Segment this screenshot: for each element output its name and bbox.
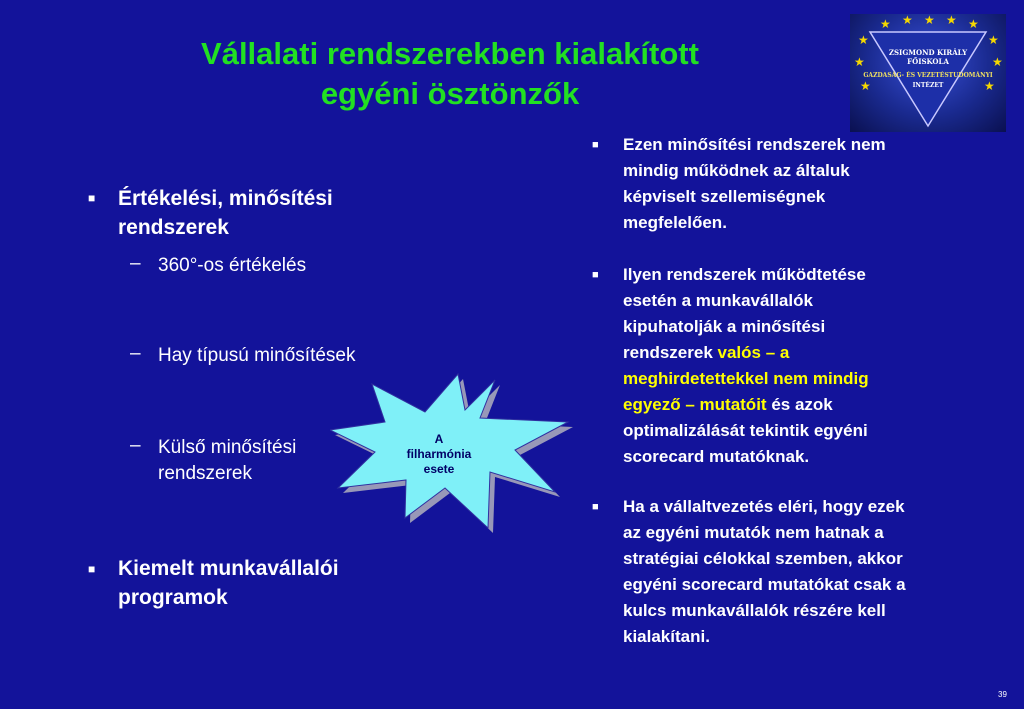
bullet-square-icon: ■ [88, 191, 96, 205]
list-item-ratings-line-2: rendszerek [118, 216, 229, 239]
text-span: rendszerek [623, 343, 718, 362]
svg-text:★: ★ [984, 79, 995, 93]
callout-text-line-2: filharmónia [406, 447, 472, 461]
svg-text:★: ★ [880, 17, 891, 31]
paragraph-line: scorecard mutatóknak. [623, 447, 810, 466]
slide-title-line-2: egyéni ösztönzők [320, 76, 580, 111]
paragraph-line: egyéni scorecard mutatókat csak a [623, 575, 906, 594]
sub-item-external-line-2: rendszerek [158, 463, 252, 484]
dash-icon: – [130, 253, 141, 274]
dash-icon: – [130, 435, 141, 456]
highlighted-text: meghirdetettekkel nem mindig [623, 369, 869, 388]
text-span: és azok [766, 395, 833, 414]
svg-text:★: ★ [968, 17, 979, 31]
callout-text-line-3: esete [423, 462, 455, 476]
logo-text-3: GAZDASÁG- ÉS VEZETÉSTUDOMÁNYI [863, 72, 993, 79]
highlighted-text: egyező – mutatóit [623, 395, 767, 414]
paragraph-line: mindig működnek az általuk [623, 161, 850, 180]
bullet-square-icon: ■ [592, 269, 599, 281]
sub-item-external-line-1: Külső minősítési [158, 437, 297, 458]
svg-text:★: ★ [924, 14, 935, 27]
paragraph-line: Ilyen rendszerek működtetése [623, 265, 866, 284]
callout-text-line-1: A [434, 432, 444, 446]
svg-text:★: ★ [988, 33, 999, 47]
slide-title [100, 34, 800, 114]
paragraph-employees-optimize [623, 262, 973, 470]
dash-icon: – [130, 343, 141, 364]
list-item-ratings [118, 184, 333, 242]
paragraph-line: esetén a munkavállalók [623, 291, 813, 310]
list-item-key-employees-line-2: programok [118, 586, 228, 609]
svg-text:★: ★ [858, 33, 869, 47]
svg-text:★: ★ [902, 14, 913, 27]
paragraph-management [623, 494, 973, 650]
paragraph-not-working [623, 132, 973, 236]
paragraph-line: kulcs munkavállalók részére kell [623, 601, 886, 620]
bullet-square-icon: ■ [592, 501, 599, 513]
paragraph-line: kialakítani. [623, 627, 710, 646]
paragraph-line [623, 340, 973, 366]
svg-text:★: ★ [946, 14, 957, 27]
logo-text-2: FŐISKOLA [907, 57, 949, 66]
list-item-ratings-line-1: Értékelési, minősítési [118, 187, 333, 210]
callout-text [392, 432, 486, 477]
paragraph-line: az egyéni mutatók nem hatnak a [623, 523, 884, 542]
bullet-square-icon: ■ [88, 562, 96, 576]
paragraph-line: stratégiai célokkal szemben, akkor [623, 549, 903, 568]
paragraph-line: Ha a vállaltvezetés eléri, hogy ezek [623, 497, 905, 516]
highlighted-text: valós – a [717, 343, 790, 362]
sub-item-360: 360°-os értékelés [158, 255, 307, 276]
page-number: 39 [998, 690, 1007, 699]
svg-text:★: ★ [860, 79, 871, 93]
sub-item-hay: Hay típusú minősítések [158, 345, 356, 366]
paragraph-line [623, 392, 973, 418]
svg-text:★: ★ [854, 55, 865, 69]
list-item-key-employees-line-1: Kiemelt munkavállalói [118, 557, 339, 580]
paragraph-line: kipuhatolják a minősítési [623, 317, 826, 336]
sub-item-external [158, 435, 296, 487]
slide-title-line-1: Vállalati rendszerekben kialakított [201, 36, 699, 71]
logo-text-1: ZSIGMOND KIRÁLY [888, 48, 968, 57]
paragraph-line: képviselt szellemiségnek [623, 187, 826, 206]
bullet-square-icon: ■ [592, 139, 599, 151]
svg-text:★: ★ [992, 55, 1003, 69]
paragraph-line: optimalizálását tekintik egyéni [623, 421, 868, 440]
paragraph-line: Ezen minősítési rendszerek nem [623, 135, 886, 154]
list-item-key-employees [118, 554, 339, 612]
paragraph-line: megfelelően. [623, 213, 727, 232]
institution-logo [850, 14, 1006, 132]
logo-text-4: INTÉZET [912, 82, 944, 89]
